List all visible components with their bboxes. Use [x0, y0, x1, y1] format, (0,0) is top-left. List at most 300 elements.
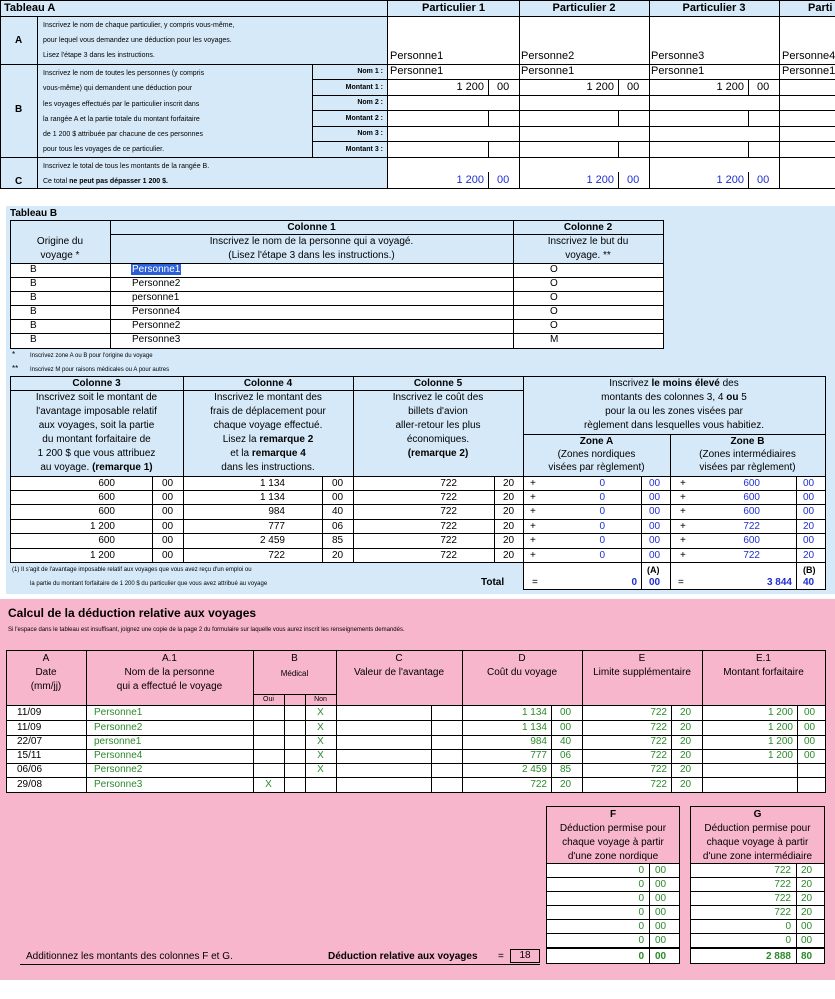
- montant1-p1-cents[interactable]: 00: [497, 81, 510, 93]
- tb-zone-b-dollars-row3: 600: [743, 506, 760, 517]
- calc-name-row3[interactable]: personne1: [94, 736, 142, 747]
- sum-label: Additionnez les montants des colonnes F et G.: [26, 951, 233, 962]
- tb-zone-a-dollars-row1: 0: [599, 478, 605, 489]
- zone-b-l1: (Zones intermédiaires: [699, 449, 796, 460]
- total-c-p2-cents: 00: [627, 174, 640, 186]
- tb-zone-b-cents-row1: 00: [803, 478, 815, 489]
- tb-col5-cents-row3[interactable]: 20: [503, 506, 515, 517]
- calc-h-b-oui: Oui: [263, 696, 274, 703]
- calc-cout-cents-row1: 00: [560, 707, 572, 718]
- header-particulier-2: Particulier 2: [552, 2, 616, 14]
- calc-date-row1[interactable]: 11/09: [17, 707, 42, 718]
- tb-col5-cents-row4[interactable]: 20: [503, 521, 515, 532]
- zone-b-plus-row2: +: [680, 492, 686, 503]
- tb-col4-cents-row6[interactable]: 20: [332, 550, 344, 561]
- row-b-text-6: pour tous les voyages de ce particulier.: [43, 146, 165, 153]
- col-g-line-3: d'une zone intermédiaire: [702, 851, 813, 862]
- tb-zone-b-cents-row3: 00: [803, 506, 815, 517]
- tb-zone-a-cents-row1: 00: [649, 478, 661, 489]
- col3-line-6: au voyage. (remarque 1): [40, 462, 153, 473]
- tb-col4-cents-row5[interactable]: 85: [332, 535, 344, 546]
- tb-zone-b-cents-row4: 20: [803, 521, 815, 532]
- col-f-dollars-row3: 0: [638, 893, 644, 904]
- tb-col5-cents-row6[interactable]: 20: [503, 550, 515, 561]
- total-b-dollars: 3 844: [766, 577, 792, 588]
- calc-date-row2[interactable]: 11/09: [17, 722, 42, 733]
- col1-header: Colonne 1: [287, 222, 336, 233]
- calc-medical-non-row3[interactable]: X: [317, 736, 324, 747]
- tb-row1-purpose[interactable]: O: [550, 264, 558, 275]
- calc-limite-dollars-row6: 722: [650, 779, 667, 790]
- note2-star: **: [12, 364, 19, 373]
- col5-line-4: économiques.: [406, 434, 470, 445]
- tb-col4-dollars-row6[interactable]: 722: [268, 550, 285, 561]
- calc-h-b: B: [291, 653, 298, 664]
- tb-zone-a-cents-row5: 00: [649, 535, 661, 546]
- zone-b-plus-row3: +: [680, 506, 686, 517]
- total-c-p2-dollars: 1 200: [586, 174, 614, 186]
- calc-cout-dollars-row2: 1 134: [521, 722, 547, 733]
- montant1-p2-dollars[interactable]: 1 200: [586, 81, 614, 93]
- col-f-dollars-row5: 0: [638, 921, 644, 932]
- montant1-p1-dollars[interactable]: 1 200: [456, 81, 484, 93]
- tb-zone-b-cents-row6: 20: [803, 550, 815, 561]
- col-g-cents-row2: 20: [801, 879, 813, 890]
- zone-b-plus-row1: +: [680, 478, 686, 489]
- tb-col5-dollars-row4[interactable]: 722: [440, 521, 457, 532]
- col-g-dollars-row6: 0: [785, 935, 791, 946]
- col4-line-4: Lisez la remarque 2: [222, 434, 314, 445]
- note1-star: *: [12, 350, 16, 359]
- zone-b-plus-row4: +: [680, 521, 686, 532]
- col-g-cents-row6: 00: [801, 935, 813, 946]
- calc-limite-cents-row4: 20: [680, 750, 692, 761]
- montant1-p3-cents[interactable]: 00: [757, 81, 770, 93]
- tb-row2-purpose[interactable]: O: [550, 278, 558, 289]
- calc-cout-cents-row6: 20: [560, 779, 572, 790]
- label-nom-1: Nom 1 :: [357, 68, 383, 75]
- tb-zone-b-cents-row5: 00: [803, 535, 815, 546]
- tb-col3-cents-row4[interactable]: 00: [162, 521, 174, 532]
- tb-row1-name[interactable]: Personne1: [132, 264, 181, 275]
- col1-sub-2: (Lisez l'étape 3 dans les instructions.): [228, 250, 395, 261]
- calc-limite-dollars-row3: 722: [650, 736, 667, 747]
- calc-cout-cents-row3: 40: [560, 736, 572, 747]
- zone-b-title: Zone B: [730, 436, 765, 447]
- total-c-p3-dollars: 1 200: [716, 174, 744, 186]
- zone-a-l2: visées par règlement): [548, 462, 645, 473]
- col2-sub-1: Inscrivez le but du: [547, 236, 629, 247]
- tb-row4-purpose[interactable]: O: [550, 306, 558, 317]
- col5-line-1: Inscrivez le coût des: [392, 392, 484, 403]
- tb-col5-dollars-row1[interactable]: 722: [440, 478, 457, 489]
- note1-text: Inscrivez zone A ou B pour l'origine du voyage: [30, 353, 153, 359]
- col-f-dollars-row1: 0: [638, 865, 644, 876]
- tb-zone-a-cents-row3: 00: [649, 506, 661, 517]
- zone-a-l1: (Zones nordiques: [557, 449, 636, 460]
- calc-medical-non-row1[interactable]: X: [317, 707, 324, 718]
- col-g-cents-row1: 20: [801, 865, 813, 876]
- col2-sub-2: voyage. **: [565, 250, 611, 261]
- row-b-text-2: vous-même) qui demandent une déduction pour: [43, 85, 193, 92]
- total-a-dollars: 0: [631, 577, 637, 588]
- zone-a-plus-row1: +: [530, 478, 536, 489]
- zone-a-plus-row4: +: [530, 521, 536, 532]
- tb-row3-origin[interactable]: B: [30, 292, 37, 303]
- col-g-cents-row5: 00: [801, 921, 813, 932]
- col-f-cents-row6: 00: [655, 935, 667, 946]
- row-b-text-5: de 1 200 $ attribuée par chacune de ces personnes: [43, 131, 203, 138]
- tb-row2-name[interactable]: Personne2: [132, 278, 181, 289]
- header-particulier-1: Particulier 1: [422, 2, 485, 14]
- calc-h-a-l2: (mm/jj): [30, 681, 62, 692]
- calc-cout-dollars-row5: 2 459: [521, 764, 547, 775]
- row-a-value-1[interactable]: Personne1: [390, 50, 444, 62]
- calc-limite-dollars-row5: 722: [650, 764, 667, 775]
- calc-name-row2[interactable]: Personne2: [94, 722, 143, 733]
- label-montant-3: Montant 3 :: [345, 146, 383, 153]
- deduction-label: Déduction relative aux voyages: [328, 951, 478, 962]
- col-f-dollars-row4: 0: [638, 907, 644, 918]
- col-g-dollars-row2: 722: [774, 879, 791, 890]
- col3-line-1: Inscrivez soit le montant de: [35, 392, 158, 403]
- tb-col3-dollars-row1[interactable]: 600: [98, 478, 115, 489]
- tb-row3-name[interactable]: personne1: [132, 292, 180, 303]
- tb-zone-a-dollars-row4: 0: [599, 521, 605, 532]
- calc-h-e1: E.1: [755, 653, 771, 664]
- tb-col3-cents-row3[interactable]: 00: [162, 506, 174, 517]
- calc-h-d: D: [518, 653, 526, 664]
- calc-limite-cents-row2: 20: [680, 722, 692, 733]
- tb-row5-origin[interactable]: B: [30, 320, 37, 331]
- col-f-cents-row5: 00: [655, 921, 667, 932]
- zone-a-plus-row2: +: [530, 492, 536, 503]
- calc-limite-cents-row5: 20: [680, 764, 692, 775]
- tb-col4-cents-row4[interactable]: 06: [332, 521, 344, 532]
- deduction-eq: =: [498, 951, 504, 962]
- montant1-p3-dollars[interactable]: 1 200: [716, 81, 744, 93]
- tb-row4-name[interactable]: Personne4: [132, 306, 181, 317]
- calc-forfait-cents-row1: 00: [804, 707, 816, 718]
- nom1-p3[interactable]: Personne1: [651, 65, 705, 77]
- tb-zone-a-dollars-row5: 0: [599, 535, 605, 546]
- tb-col3-cents-row6[interactable]: 00: [162, 550, 174, 561]
- col-g-line-1: Déduction permise pour: [704, 823, 811, 834]
- calc-name-row5[interactable]: Personne2: [94, 764, 143, 775]
- row-b-text-4: la rangée A et la partie totale du montant forfaitaire: [43, 116, 200, 123]
- col-f-dollars-row2: 0: [638, 879, 644, 890]
- tb-col4-dollars-row2[interactable]: 1 134: [259, 492, 285, 503]
- label-nom-2: Nom 2 :: [357, 99, 383, 106]
- calc-forfait-cents-row3: 00: [804, 736, 816, 747]
- col4-header: Colonne 4: [243, 378, 293, 389]
- calc-name-row4[interactable]: Personne4: [94, 750, 143, 761]
- tb-col3-dollars-row4[interactable]: 1 200: [89, 521, 115, 532]
- col-f-total-cents: 00: [655, 951, 667, 962]
- mark-b: (B): [803, 565, 816, 575]
- total-b-cents: 40: [803, 577, 815, 588]
- tb-zone-b-cents-row2: 00: [803, 492, 815, 503]
- col-f-line-1: Déduction permise pour: [559, 823, 667, 834]
- tb-row2-origin[interactable]: B: [30, 278, 37, 289]
- tb-row6-purpose[interactable]: M: [550, 334, 559, 345]
- calc-h-a1-l2: qui a effectué le voyage: [116, 681, 223, 692]
- tb-col4-cents-row2[interactable]: 00: [332, 492, 344, 503]
- col-g-total-cents: 80: [801, 951, 813, 962]
- calc-h-c-l1: Valeur de l'avantage: [353, 667, 445, 678]
- zone-a-plus-row6: +: [530, 550, 536, 561]
- calc-h-b-l1: Médical: [280, 669, 309, 678]
- col-f-line-2: chaque voyage à partir: [562, 837, 664, 848]
- row-c-text-2: Ce total ne peut pas dépasser 1 200 $.: [43, 178, 168, 185]
- calc-forfait-dollars-row4: 1 200: [767, 750, 793, 761]
- tb-zone-b-dollars-row1: 600: [743, 478, 760, 489]
- tb-col4-cents-row1[interactable]: 00: [332, 478, 344, 489]
- tb-col4-dollars-row1[interactable]: 1 134: [259, 478, 285, 489]
- tb-zone-b-dollars-row4: 722: [743, 521, 760, 532]
- least-line-4: règlement dans lesquelles vous habitiez.: [583, 420, 765, 431]
- col4-line-5: et la remarque 4: [230, 448, 306, 459]
- tb-col3-dollars-row5[interactable]: 600: [98, 535, 115, 546]
- col-g-dollars-row5: 0: [785, 921, 791, 932]
- calc-h-a: A: [42, 653, 50, 664]
- tb-row5-name[interactable]: Personne2: [132, 320, 181, 331]
- tb-col5-dollars-row5[interactable]: 722: [440, 535, 457, 546]
- zone-a-plus-row5: +: [530, 535, 536, 546]
- calc-h-c: C: [395, 653, 403, 664]
- calc-cout-dollars-row1: 1 134: [521, 707, 547, 718]
- total-c-p1-cents: 00: [497, 174, 510, 186]
- mark-a: (A): [647, 565, 660, 575]
- calc-cout-dollars-row3: 984: [530, 736, 547, 747]
- calc-h-a1-l1: Nom de la personne: [124, 667, 215, 678]
- calc-date-row4[interactable]: 15/11: [17, 750, 42, 761]
- tb-zone-a-cents-row2: 00: [649, 492, 661, 503]
- tb-col5-dollars-row2[interactable]: 722: [440, 492, 457, 503]
- calc-date-row3[interactable]: 22/07: [17, 736, 43, 747]
- zone-a-title: Zone A: [579, 436, 614, 447]
- tb-col5-dollars-row3[interactable]: 722: [440, 506, 457, 517]
- col5-line-2: billets d'avion: [408, 406, 468, 417]
- col3-line-5: 1 200 $ que vous attribuez: [37, 448, 156, 459]
- tableau-b-title: Tableau B: [10, 208, 58, 219]
- col3-header: Colonne 3: [72, 378, 121, 389]
- tb-col3-dollars-row6[interactable]: 1 200: [89, 550, 115, 561]
- col3-line-4: du montant forfaitaire de: [42, 434, 151, 445]
- calc-forfait-cents-row4: 00: [804, 750, 816, 761]
- calc-h-a1: A.1: [161, 653, 177, 664]
- tb-col3-cents-row2[interactable]: 00: [162, 492, 174, 503]
- col2-header: Colonne 2: [563, 222, 613, 233]
- calc-limite-cents-row6: 20: [680, 779, 692, 790]
- col5-line-5: (remarque 2): [407, 448, 469, 459]
- nom1-p4[interactable]: Personne1: [782, 65, 835, 77]
- total-a-cents: 00: [649, 577, 661, 588]
- least-line-1: Inscrivez le moins élevé des: [609, 378, 739, 389]
- col-g-dollars-row1: 722: [774, 865, 791, 876]
- col-f-cents-row2: 00: [655, 879, 667, 890]
- calc-forfait-dollars-row2: 1 200: [767, 722, 793, 733]
- col5-header: Colonne 5: [413, 378, 463, 389]
- total-a-eq: =: [532, 577, 538, 588]
- calc-cout-cents-row4: 06: [560, 750, 572, 761]
- row-c-letter: C: [15, 176, 23, 187]
- col3-line-3: aux voyages, soit la partie: [38, 420, 155, 431]
- note2-text: Inscrivez M pour raisons médicales ou A pour autres: [30, 367, 170, 373]
- calc-limite-dollars-row4: 722: [650, 750, 667, 761]
- col5-line-3: aller-retour les plus: [395, 420, 481, 431]
- line-number: 18: [519, 950, 531, 961]
- row-a-text-2: pour lequel vous demandez une déduction pour les voyages.: [43, 37, 232, 44]
- calc-date-row5[interactable]: 06/06: [17, 764, 43, 775]
- calc-h-e: E: [638, 653, 646, 664]
- calc-name-row6[interactable]: Personne3: [94, 779, 143, 790]
- tb-zone-a-dollars-row2: 0: [599, 492, 605, 503]
- col-f-cents-row4: 00: [655, 907, 667, 918]
- tb-col5-cents-row2[interactable]: 20: [503, 492, 515, 503]
- calcul-subtitle: Si l'espace dans le tableau est insuffisant, joignez une copie de la page 2 du formulaire sur laquelle vous aurez inscrit les renseignements demandés.: [8, 627, 405, 633]
- col4-line-3: chaque voyage effectué.: [213, 420, 323, 431]
- tb-row6-origin[interactable]: B: [30, 334, 37, 345]
- col-g-line-2: chaque voyage à partir: [706, 837, 809, 848]
- tb-row1-origin[interactable]: B: [30, 264, 37, 275]
- tb-zone-a-dollars-row3: 0: [599, 506, 605, 517]
- calc-date-row6[interactable]: 29/08: [17, 779, 43, 790]
- montant1-p2-cents[interactable]: 00: [627, 81, 640, 93]
- calc-medical-non-row2[interactable]: X: [317, 722, 324, 733]
- row-a-letter: A: [15, 35, 23, 46]
- tb-zone-b-dollars-row2: 600: [743, 492, 760, 503]
- col-g-dollars-row4: 722: [774, 907, 791, 918]
- calc-limite-cents-row3: 20: [680, 736, 692, 747]
- col-f-cents-row1: 00: [655, 865, 667, 876]
- origin-label-2: voyage *: [40, 250, 80, 261]
- total-c-p1-dollars: 1 200: [456, 174, 484, 186]
- line-number-box: [510, 949, 540, 963]
- col-g-total-dollars: 2 888: [765, 951, 791, 962]
- tableau-a-title: Tableau A: [4, 2, 56, 14]
- row-a-value-2[interactable]: Personne2: [521, 50, 575, 62]
- calc-h-a-l1: Date: [35, 667, 57, 678]
- col-f-dollars-row6: 0: [638, 935, 644, 946]
- calc-cout-cents-row2: 00: [560, 722, 572, 733]
- tb-row3-purpose[interactable]: O: [550, 292, 558, 303]
- zone-a-plus-row3: +: [530, 506, 536, 517]
- col1-sub-1: Inscrivez le nom de la personne qui a voyagé.: [209, 236, 414, 247]
- nom1-p1[interactable]: Personne1: [390, 65, 444, 77]
- calc-cout-dollars-row4: 777: [530, 750, 547, 761]
- calc-h-d-l1: Coût du voyage: [486, 667, 558, 678]
- row-a-value-3[interactable]: Personne3: [651, 50, 705, 62]
- header-particulier-3: Particulier 3: [682, 2, 746, 14]
- col4-line-6: dans les instructions.: [221, 462, 315, 473]
- col-f-cents-row3: 00: [655, 893, 667, 904]
- nom1-p2[interactable]: Personne1: [521, 65, 575, 77]
- row-a-text-1: Inscrivez le nom de chaque particulier, y compris vous-même,: [43, 22, 235, 29]
- col-f-line-3: d'une zone nordique: [567, 851, 659, 862]
- calc-medical-non-row5[interactable]: X: [317, 764, 324, 775]
- calc-medical-oui-row6[interactable]: X: [265, 779, 272, 790]
- tb-zone-a-dollars-row6: 0: [599, 550, 605, 561]
- col-g-dollars-row3: 722: [774, 893, 791, 904]
- calc-limite-dollars-row2: 722: [650, 722, 667, 733]
- label-montant-2: Montant 2 :: [345, 115, 383, 122]
- col-g-cents-row4: 20: [801, 907, 813, 918]
- tb-zone-b-dollars-row5: 600: [743, 535, 760, 546]
- tb-col3-dollars-row2[interactable]: 600: [98, 492, 115, 503]
- calcul-title: Calcul de la déduction relative aux voyages: [8, 606, 257, 620]
- least-line-3: pour la ou les zones visées par: [605, 406, 743, 417]
- calc-cout-cents-row5: 85: [560, 764, 572, 775]
- calc-forfait-cents-row2: 00: [804, 722, 816, 733]
- tb-zone-b-dollars-row6: 722: [743, 550, 760, 561]
- calc-medical-non-row4[interactable]: X: [317, 750, 324, 761]
- calc-name-row1[interactable]: Personne1: [94, 707, 143, 718]
- tb-col3-cents-row5[interactable]: 00: [162, 535, 174, 546]
- zone-b-plus-row5: +: [680, 535, 686, 546]
- footnote-2: la partie du montant forfaitaire de 1 200 $ du particulier que vous avez attribué au voyage: [30, 581, 268, 587]
- label-nom-3: Nom 3 :: [357, 130, 383, 137]
- row-b-text-1: Inscrivez le nom de toutes les personnes (y compris: [43, 70, 205, 77]
- tb-row6-name[interactable]: Personne3: [132, 334, 181, 345]
- least-line-2: montants des colonnes 3, 4 ou 5: [601, 392, 747, 403]
- calc-cout-dollars-row6: 722: [530, 779, 547, 790]
- tb-col3-dollars-row3[interactable]: 600: [98, 506, 115, 517]
- tb-row5-purpose[interactable]: O: [550, 320, 558, 331]
- calc-forfait-dollars-row1: 1 200: [767, 707, 793, 718]
- tb-col4-cents-row3[interactable]: 40: [332, 506, 344, 517]
- tb-zone-a-cents-row4: 00: [649, 521, 661, 532]
- zone-b-l2: visées par règlement): [699, 462, 796, 473]
- header-particulier-4: Parti: [808, 2, 833, 14]
- label-montant-1: Montant 1 :: [345, 84, 383, 91]
- total-c-p3-cents: 00: [757, 174, 770, 186]
- row-a-value-4[interactable]: Personne4: [782, 50, 835, 62]
- calc-h-b-non: Non: [314, 696, 327, 703]
- col4-line-1: Inscrivez le montant des: [214, 392, 322, 403]
- calc-h-e1-l1: Montant forfaitaire: [723, 667, 804, 678]
- tb-col4-dollars-row3[interactable]: 984: [268, 506, 285, 517]
- tb-col5-cents-row5[interactable]: 20: [503, 535, 515, 546]
- col-g-letter: G: [753, 809, 762, 820]
- col-f-total-dollars: 0: [638, 951, 644, 962]
- total-b-eq: =: [678, 577, 684, 588]
- calc-limite-dollars-row1: 722: [650, 707, 667, 718]
- zone-b-plus-row6: +: [680, 550, 686, 561]
- row-a-text-3: Lisez l'étape 3 dans les instructions.: [43, 52, 155, 59]
- tb-col4-dollars-row5[interactable]: 2 459: [259, 535, 285, 546]
- col-g-cents-row3: 20: [801, 893, 813, 904]
- calc-limite-cents-row1: 20: [680, 707, 692, 718]
- col4-line-2: frais de déplacement pour: [210, 406, 326, 417]
- row-c-text-1: Inscrivez le total de tous les montants de la rangée B.: [43, 163, 210, 170]
- col-f-letter: F: [609, 809, 617, 820]
- tb-col3-cents-row1[interactable]: 00: [162, 478, 174, 489]
- origin-label-1: Origine du: [36, 236, 84, 247]
- tb-zone-a-cents-row6: 00: [649, 550, 661, 561]
- total-label: Total: [481, 577, 505, 588]
- row-b-letter: B: [15, 104, 23, 115]
- calc-forfait-dollars-row3: 1 200: [767, 736, 793, 747]
- tb-col5-cents-row1[interactable]: 20: [503, 478, 515, 489]
- tb-col4-dollars-row4[interactable]: 777: [268, 521, 285, 532]
- row-b-text-3: les voyages effectués par le particulier inscrit dans: [43, 101, 200, 108]
- tb-row4-origin[interactable]: B: [30, 306, 37, 317]
- calc-h-e-l1: Limite supplémentaire: [593, 667, 691, 678]
- col3-line-2: l'avantage imposable relatif: [36, 406, 157, 417]
- footnote-1: (1) Il s'agit de l'avantage imposable relatif aux voyages que vous avez reçu d'un emploi ou: [12, 567, 252, 573]
- tb-col5-dollars-row6[interactable]: 722: [440, 550, 457, 561]
